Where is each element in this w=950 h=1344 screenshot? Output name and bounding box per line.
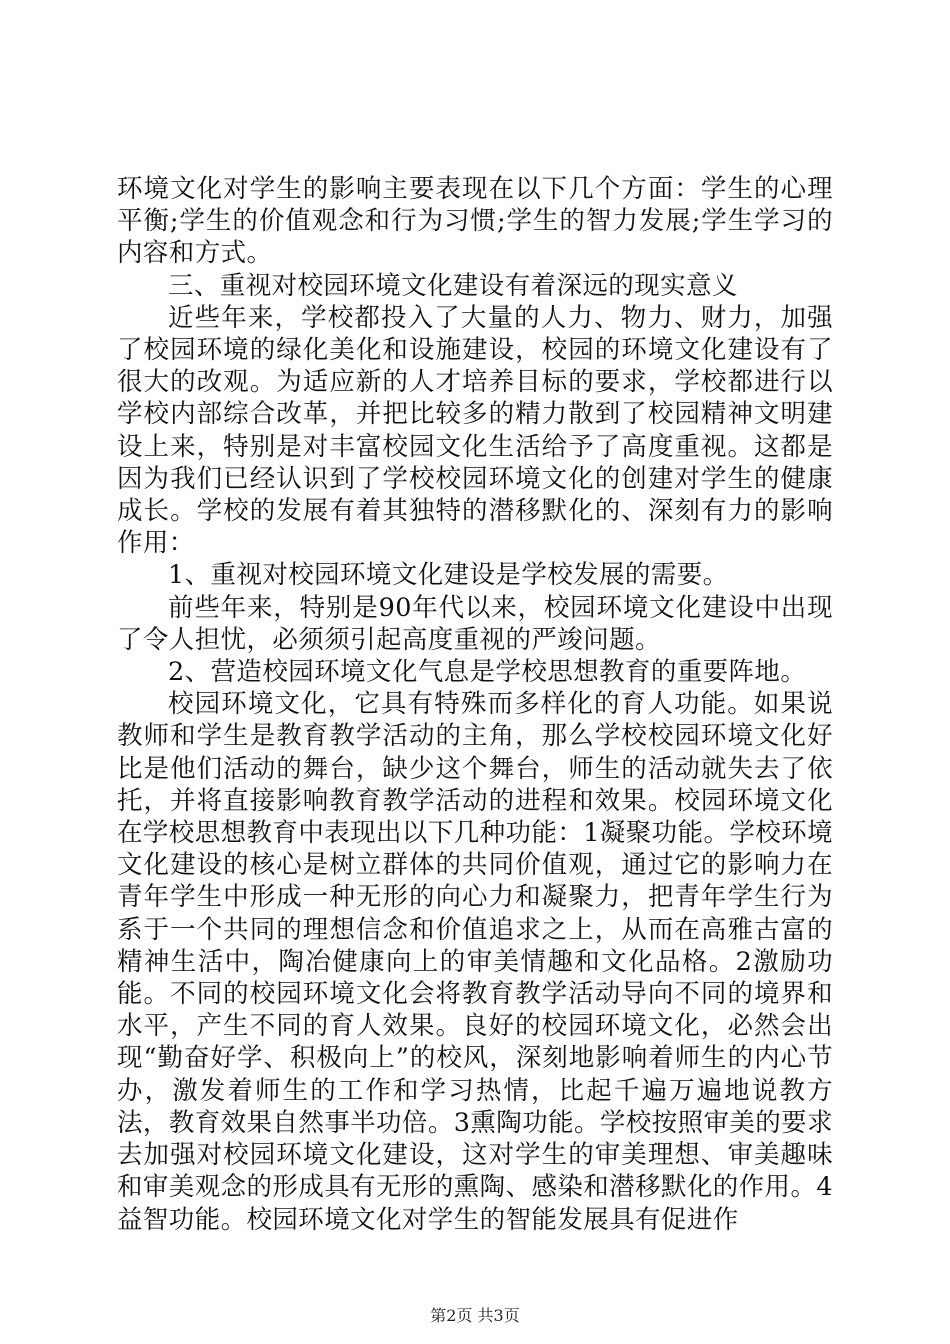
paragraph: 前些年来，特别是90年代以来，校园环境文化建设中出现了令人担忧，必须须引起高度重视的严竣问题。: [117, 592, 833, 655]
subsection-heading: 1、重视对校园环境文化建设是学校发展的需要。: [168, 560, 729, 591]
paragraph: 近些年来，学校都投入了大量的人力、物力、财力，加强了校园环境的绿化美化和设施建设，校园的环境文化建设有了很大的改观。为适应新的人才培养目标的要求，学校都进行以学校内部综合改革，并把比较多的精力散到了校园精神文明建设上来，特别是对丰富校园文化生活给予了高度重视。这都是因为我们已经认识到了学校校园环境文化的创建对学生的健康成长。学校的发展有着其独特的潜移默化的、深刻有力的影响作用：: [117, 302, 833, 559]
paragraph: 校园环境文化，它具有特殊而多样化的育人功能。如果说教师和学生是教育教学活动的主角，那么学校校园环境文化好比是他们活动的舞台，缺少这个舞台，师生的活动就失去了依托，并将直接影响教育教学活动的进程和效果。校园环境文化在学校思想教育中表现出以下几种功能：1凝聚功能。学校环境文化建设的核心是树立群体的共同价值观，通过它的影响力在青年学生中形成一种无形的向心力和凝聚力，把青年学生行为系于一个共同的理想信念和价值追求之上，从而在高雅古富的精神生活中，陶冶健康向上的审美情趣和文化品格。2激励功能。不同的校园环境文化会将教育教学活动导向不同的境界和水平，产生不同的育人效果。良好的校园环境文化，必然会出现“勤奋好学、积极向上”的校风，深刻地影响着师生的内心节办，激发着师生的工作和学习热情，比起千遍万遍地说教方法，教育效果自然事半功倍。3熏陶功能。学校按照审美的要求去加强对校园环境文化建设，这对学生的审美理想、审美趣味和审美观念的形成具有无形的熏陶、感染和潜移默化的作用。4益智功能。校园环境文化对学生的智能发展具有促进作: [117, 689, 833, 1235]
paragraph: 环境文化对学生的影响主要表现在以下几个方面：学生的心理平衡;学生的价值观念和行为习惯;学生的智力发展;学生学习的内容和方式。: [117, 174, 833, 269]
section-heading: 三、重视对校园环境文化建设有着深远的现实意义: [168, 270, 738, 301]
document-body: [117, 173, 833, 1236]
subsection-heading: 2、营造校园环境文化气息是学校思想教育的重要阵地。: [168, 657, 807, 688]
page-number-footer: 第2页 共3页: [430, 1306, 520, 1325]
